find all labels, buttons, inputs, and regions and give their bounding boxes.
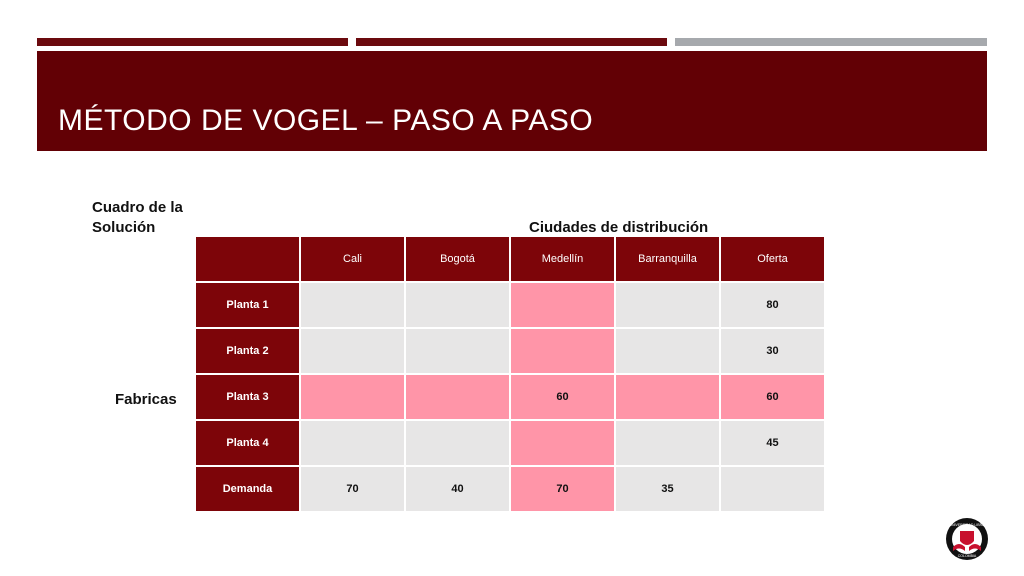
row-label: Planta 2 <box>196 329 301 375</box>
table-cell-supply: 80 <box>721 283 826 329</box>
slide-title: MÉTODO DE VOGEL – PASO A PASO <box>58 104 594 137</box>
header-cell-oferta: Oferta <box>721 237 826 283</box>
table-cell-demand: 70 <box>301 467 406 513</box>
table-cell-highlighted <box>511 329 616 375</box>
table-cell <box>301 283 406 329</box>
solution-label-line-1: Cuadro de la <box>92 199 183 216</box>
solution-table-label <box>92 198 183 238</box>
row-label: Demanda <box>196 467 301 513</box>
solution-table <box>196 237 826 513</box>
top-accent-bar-1 <box>37 38 348 46</box>
table-cell <box>301 421 406 467</box>
table-row <box>196 283 826 329</box>
header-cell-medellin: Medellín <box>511 237 616 283</box>
table-cell-demand: 35 <box>616 467 721 513</box>
table-cell <box>616 421 721 467</box>
solution-label-line-2: Solución <box>92 219 156 236</box>
table-row <box>196 329 826 375</box>
table-cell-supply: 45 <box>721 421 826 467</box>
table-cell-highlighted: 60 <box>511 375 616 421</box>
table-cell <box>616 283 721 329</box>
table-row-demand <box>196 467 826 513</box>
title-band <box>37 51 987 151</box>
header-cell-bogota: Bogotá <box>406 237 511 283</box>
factories-label: Fabricas <box>115 391 177 408</box>
table-cell-demand: 40 <box>406 467 511 513</box>
table-cell <box>301 329 406 375</box>
university-logo <box>945 517 989 561</box>
table-cell-highlighted <box>511 283 616 329</box>
table-cell-highlighted <box>616 375 721 421</box>
table-cell <box>406 283 511 329</box>
row-label: Planta 1 <box>196 283 301 329</box>
row-label: Planta 4 <box>196 421 301 467</box>
table-cell-highlighted <box>301 375 406 421</box>
table-cell <box>406 421 511 467</box>
table-cell <box>406 329 511 375</box>
table-cell-demand-highlighted: 70 <box>511 467 616 513</box>
logo-text-top: UNIVERSIDAD LIBRE <box>949 523 985 527</box>
logo-text-bottom: COLOMBIA <box>957 554 977 558</box>
table-header-row <box>196 237 826 283</box>
table-cell-demand <box>721 467 826 513</box>
table-cell-supply-highlighted: 60 <box>721 375 826 421</box>
table-row <box>196 421 826 467</box>
top-accent-bar-3 <box>675 38 987 46</box>
table-cell-highlighted <box>406 375 511 421</box>
row-label: Planta 3 <box>196 375 301 421</box>
table-cell-highlighted <box>511 421 616 467</box>
table-row <box>196 375 826 421</box>
cities-label: Ciudades de distribución <box>529 219 709 236</box>
header-cell-corner <box>196 237 301 283</box>
header-cell-cali: Cali <box>301 237 406 283</box>
table-cell-supply: 30 <box>721 329 826 375</box>
header-cell-barranquilla: Barranquilla <box>616 237 721 283</box>
table-cell <box>616 329 721 375</box>
top-accent-bar-2 <box>356 38 667 46</box>
